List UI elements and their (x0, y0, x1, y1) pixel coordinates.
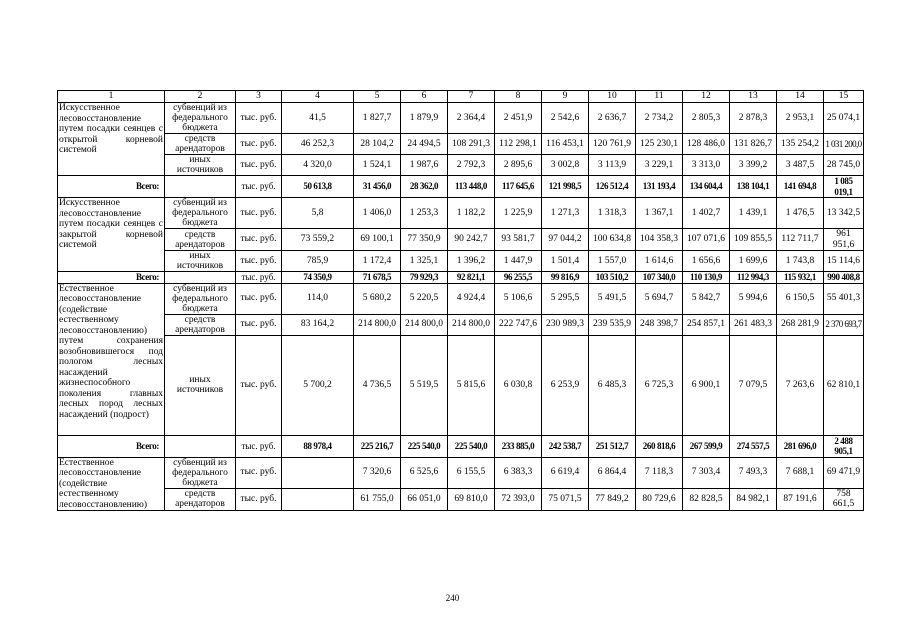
funding-source: средств арендаторов (165, 314, 236, 335)
header-row (58, 91, 864, 103)
unit-cell: тыс. руб. (236, 134, 282, 155)
value-cell: 2 451,9 (495, 103, 542, 134)
value-cell: 104 358,3 (636, 229, 683, 251)
value-cell: 5 680,2 (354, 283, 401, 314)
value-cell: 6 150,5 (777, 283, 824, 314)
header-cell: 3 (236, 91, 282, 103)
value-cell: 135 254,2 (777, 134, 824, 155)
value-cell: 785,9 (282, 251, 354, 272)
value-cell: 2 636,7 (589, 103, 636, 134)
value-cell: 93 581,7 (495, 229, 542, 251)
total-value-cell: 274 557,5 (730, 435, 777, 457)
value-cell: 90 242,7 (448, 229, 495, 251)
value-cell: 1 987,6 (401, 155, 448, 176)
value-cell: 6 525,6 (401, 457, 448, 488)
value-cell: 97 044,2 (542, 229, 589, 251)
value-cell: 109 855,5 (730, 229, 777, 251)
value-cell: 131 826,7 (730, 134, 777, 155)
total-value-cell: 131 193,4 (636, 176, 683, 198)
table-row (58, 283, 864, 314)
value-cell: 230 989,3 (542, 314, 589, 335)
value-cell: 84 982,1 (730, 488, 777, 510)
value-cell: 25 074,1 (824, 103, 864, 134)
total-value-cell: 990 408,8 (824, 272, 864, 284)
value-cell: 4 736,5 (354, 335, 401, 435)
value-cell (282, 457, 354, 488)
funding-source: иных источников (165, 335, 236, 435)
total-value-cell: 103 510,2 (589, 272, 636, 284)
total-value-cell: 225 216,7 (354, 435, 401, 457)
page-number: 240 (445, 593, 460, 603)
value-cell: 66 051,0 (401, 488, 448, 510)
value-cell: 6 485,3 (589, 335, 636, 435)
value-cell (282, 488, 354, 510)
total-value-cell: 28 362,0 (401, 176, 448, 198)
value-cell: 1 501,4 (542, 251, 589, 272)
value-cell: 6 725,3 (636, 335, 683, 435)
value-cell: 7 079,5 (730, 335, 777, 435)
value-cell: 6 253,9 (542, 335, 589, 435)
value-cell: 75 071,5 (542, 488, 589, 510)
value-cell: 5 994,6 (730, 283, 777, 314)
value-cell: 5 295,5 (542, 283, 589, 314)
value-cell: 125 230,1 (636, 134, 683, 155)
value-cell: 1 439,1 (730, 198, 777, 229)
value-cell: 82 828,5 (683, 488, 730, 510)
value-cell: 248 398,7 (636, 314, 683, 335)
total-label: Всего: (58, 435, 165, 457)
total-value-cell: 74 350,9 (282, 272, 354, 284)
value-cell: 108 291,3 (448, 134, 495, 155)
unit-cell: тыс. руб. (236, 435, 282, 457)
total-row (58, 176, 864, 198)
funding-source: субвенций из федерального бюджета (165, 283, 236, 314)
value-cell: 1 031 200,0 (824, 134, 864, 155)
value-cell: 1 524,1 (354, 155, 401, 176)
total-row (58, 272, 864, 284)
value-cell: 69 471,9 (824, 457, 864, 488)
value-cell: 5 700,2 (282, 335, 354, 435)
table-row (58, 198, 864, 229)
value-cell: 6 030,8 (495, 335, 542, 435)
total-value-cell: 2 488 905,1 (824, 435, 864, 457)
value-cell: 7 263,6 (777, 335, 824, 435)
header-cell: 8 (495, 91, 542, 103)
header-cell: 9 (542, 91, 589, 103)
header-cell: 11 (636, 91, 683, 103)
unit-cell: тыс. руб. (236, 155, 282, 176)
value-cell: 261 483,3 (730, 314, 777, 335)
total-value-cell: 113 448,0 (448, 176, 495, 198)
funding-source: иных источников (165, 155, 236, 176)
value-cell: 1 879,9 (401, 103, 448, 134)
value-cell: 4 320,0 (282, 155, 354, 176)
value-cell: 2 895,6 (495, 155, 542, 176)
value-cell: 961 951,6 (824, 229, 864, 251)
value-cell: 1 743,8 (777, 251, 824, 272)
value-cell: 3 113,9 (589, 155, 636, 176)
header-cell: 13 (730, 91, 777, 103)
value-cell: 1 476,5 (777, 198, 824, 229)
total-value-cell: 117 645,6 (495, 176, 542, 198)
value-cell: 1 318,3 (589, 198, 636, 229)
financing-table (57, 90, 864, 511)
value-cell: 1 396,2 (448, 251, 495, 272)
total-value-cell: 71 678,5 (354, 272, 401, 284)
value-cell: 2 734,2 (636, 103, 683, 134)
value-cell: 7 118,3 (636, 457, 683, 488)
total-value-cell: 141 694,8 (777, 176, 824, 198)
table-row (58, 457, 864, 488)
value-cell: 6 619,4 (542, 457, 589, 488)
total-value-cell: 121 998,5 (542, 176, 589, 198)
value-cell: 80 729,6 (636, 488, 683, 510)
value-cell: 112 298,1 (495, 134, 542, 155)
table-row (58, 134, 864, 155)
value-cell: 116 453,1 (542, 134, 589, 155)
total-value-cell: 281 696,0 (777, 435, 824, 457)
empty-cell (165, 272, 236, 284)
value-cell: 1 402,7 (683, 198, 730, 229)
value-cell: 4 924,4 (448, 283, 495, 314)
unit-cell: тыс. руб. (236, 457, 282, 488)
value-cell: 1 406,0 (354, 198, 401, 229)
value-cell: 1 225,9 (495, 198, 542, 229)
funding-source: субвенций из федерального бюджета (165, 103, 236, 134)
value-cell: 87 191,6 (777, 488, 824, 510)
total-value-cell: 79 929,3 (401, 272, 448, 284)
value-cell: 268 281,9 (777, 314, 824, 335)
value-cell: 7 320,6 (354, 457, 401, 488)
value-cell: 128 486,0 (683, 134, 730, 155)
value-cell: 3 399,2 (730, 155, 777, 176)
value-cell: 1 447,9 (495, 251, 542, 272)
header-cell: 14 (777, 91, 824, 103)
activity-name: Искусственное лесовосстановление путем посадки сеянцев с закрытой корневой системой (58, 198, 165, 272)
unit-cell: тыс. руб. (236, 335, 282, 435)
unit-cell: тыс. руб. (236, 251, 282, 272)
table-row (58, 488, 864, 510)
value-cell: 77 350,9 (401, 229, 448, 251)
total-value-cell: 96 255,5 (495, 272, 542, 284)
value-cell: 1 367,1 (636, 198, 683, 229)
value-cell: 214 800,0 (354, 314, 401, 335)
total-label: Всего: (58, 272, 165, 284)
activity-name: Искусственное лесовосстановление путем посадки сеянцев с открытой корневой системой (58, 103, 165, 176)
total-value-cell: 31 456,0 (354, 176, 401, 198)
value-cell: 2 953,1 (777, 103, 824, 134)
funding-source: средств арендаторов (165, 134, 236, 155)
total-value-cell: 88 978,4 (282, 435, 354, 457)
value-cell: 3 313,0 (683, 155, 730, 176)
value-cell: 214 800,0 (401, 314, 448, 335)
value-cell: 100 634,8 (589, 229, 636, 251)
value-cell: 758 661,5 (824, 488, 864, 510)
value-cell: 55 401,3 (824, 283, 864, 314)
value-cell: 6 864,4 (589, 457, 636, 488)
funding-source: субвенций из федерального бюджета (165, 198, 236, 229)
value-cell: 1 182,2 (448, 198, 495, 229)
funding-source: средств арендаторов (165, 229, 236, 251)
table-row (58, 155, 864, 176)
value-cell: 107 071,6 (683, 229, 730, 251)
total-value-cell: 134 604,4 (683, 176, 730, 198)
value-cell: 24 494,5 (401, 134, 448, 155)
value-cell: 41,5 (282, 103, 354, 134)
value-cell: 77 849,2 (589, 488, 636, 510)
table-body (58, 91, 864, 511)
total-value-cell: 225 540,0 (448, 435, 495, 457)
value-cell: 5 694,7 (636, 283, 683, 314)
value-cell: 62 810,1 (824, 335, 864, 435)
value-cell: 1 271,3 (542, 198, 589, 229)
value-cell: 1 557,0 (589, 251, 636, 272)
funding-source: иных источников (165, 251, 236, 272)
value-cell: 1 253,3 (401, 198, 448, 229)
value-cell: 5 491,5 (589, 283, 636, 314)
value-cell: 13 342,5 (824, 198, 864, 229)
unit-cell: тыс. руб. (236, 283, 282, 314)
value-cell: 254 857,1 (683, 314, 730, 335)
value-cell: 15 114,6 (824, 251, 864, 272)
value-cell: 1 614,6 (636, 251, 683, 272)
empty-cell (165, 176, 236, 198)
value-cell: 72 393,0 (495, 488, 542, 510)
unit-cell: тыс. руб. (236, 176, 282, 198)
value-cell: 7 303,4 (683, 457, 730, 488)
value-cell: 1 656,6 (683, 251, 730, 272)
value-cell: 2 542,6 (542, 103, 589, 134)
total-value-cell: 138 104,1 (730, 176, 777, 198)
total-value-cell: 267 599,9 (683, 435, 730, 457)
value-cell: 61 755,0 (354, 488, 401, 510)
value-cell: 28 745,0 (824, 155, 864, 176)
value-cell: 1 172,4 (354, 251, 401, 272)
value-cell: 5,8 (282, 198, 354, 229)
total-value-cell: 1 085 019,1 (824, 176, 864, 198)
header-cell: 15 (824, 91, 864, 103)
value-cell: 5 815,6 (448, 335, 495, 435)
value-cell: 239 535,9 (589, 314, 636, 335)
total-value-cell: 242 538,7 (542, 435, 589, 457)
value-cell: 73 559,2 (282, 229, 354, 251)
unit-cell: тыс. руб. (236, 488, 282, 510)
value-cell: 1 699,6 (730, 251, 777, 272)
table-row (58, 229, 864, 251)
total-value-cell: 225 540,0 (401, 435, 448, 457)
header-cell: 4 (282, 91, 354, 103)
table-row (58, 251, 864, 272)
total-value-cell: 233 885,0 (495, 435, 542, 457)
header-cell: 10 (589, 91, 636, 103)
funding-source: средств арендаторов (165, 488, 236, 510)
activity-name: Естественное лесовосстановление (содействие естественному лесовосстановлению) путем сохранения возобновившегося под пологом лесных насаждений жизнеспособного поколения главных лесных пород лесных насаждений (подрост) (58, 283, 165, 435)
value-cell: 46 252,3 (282, 134, 354, 155)
value-cell: 7 493,3 (730, 457, 777, 488)
header-cell: 6 (401, 91, 448, 103)
header-cell: 2 (165, 91, 236, 103)
value-cell: 3 487,5 (777, 155, 824, 176)
value-cell: 114,0 (282, 283, 354, 314)
value-cell: 5 519,5 (401, 335, 448, 435)
value-cell: 120 761,9 (589, 134, 636, 155)
value-cell: 214 800,0 (448, 314, 495, 335)
value-cell: 83 164,2 (282, 314, 354, 335)
value-cell: 3 002,8 (542, 155, 589, 176)
value-cell: 5 220,5 (401, 283, 448, 314)
header-cell: 12 (683, 91, 730, 103)
unit-cell: тыс. руб. (236, 103, 282, 134)
header-cell: 7 (448, 91, 495, 103)
value-cell: 2 805,3 (683, 103, 730, 134)
value-cell: 28 104,2 (354, 134, 401, 155)
total-value-cell: 126 512,4 (589, 176, 636, 198)
value-cell: 7 688,1 (777, 457, 824, 488)
total-row (58, 435, 864, 457)
value-cell: 2 792,3 (448, 155, 495, 176)
value-cell: 6 155,5 (448, 457, 495, 488)
funding-source: субвенций из федерального бюджета (165, 457, 236, 488)
unit-cell: тыс. руб. (236, 314, 282, 335)
total-value-cell: 92 821,1 (448, 272, 495, 284)
header-cell: 5 (354, 91, 401, 103)
total-value-cell: 260 818,6 (636, 435, 683, 457)
table-row (58, 314, 864, 335)
activity-name: Естественное лесовосстановление (содействие естественному лесовосстановлению) (58, 457, 165, 511)
total-value-cell: 110 130,9 (683, 272, 730, 284)
table-row (58, 335, 864, 435)
value-cell: 2 878,3 (730, 103, 777, 134)
unit-cell: тыс. руб. (236, 198, 282, 229)
value-cell: 69 810,0 (448, 488, 495, 510)
unit-cell: тыс. руб. (236, 229, 282, 251)
value-cell: 6 900,1 (683, 335, 730, 435)
total-value-cell: 107 340,0 (636, 272, 683, 284)
value-cell: 2 370 693,7 (824, 314, 864, 335)
value-cell: 5 842,7 (683, 283, 730, 314)
header-cell: 1 (58, 91, 165, 103)
total-label: Всего: (58, 176, 165, 198)
empty-cell (165, 435, 236, 457)
value-cell: 6 383,3 (495, 457, 542, 488)
value-cell: 3 229,1 (636, 155, 683, 176)
value-cell: 1 325,1 (401, 251, 448, 272)
value-cell: 69 100,1 (354, 229, 401, 251)
table-row (58, 103, 864, 134)
total-value-cell: 112 994,3 (730, 272, 777, 284)
value-cell: 112 711,7 (777, 229, 824, 251)
total-value-cell: 50 613,8 (282, 176, 354, 198)
total-value-cell: 99 816,9 (542, 272, 589, 284)
value-cell: 1 827,7 (354, 103, 401, 134)
total-value-cell: 115 932,1 (777, 272, 824, 284)
unit-cell: тыс. руб. (236, 272, 282, 284)
value-cell: 2 364,4 (448, 103, 495, 134)
value-cell: 5 106,6 (495, 283, 542, 314)
value-cell: 222 747,6 (495, 314, 542, 335)
total-value-cell: 251 512,7 (589, 435, 636, 457)
